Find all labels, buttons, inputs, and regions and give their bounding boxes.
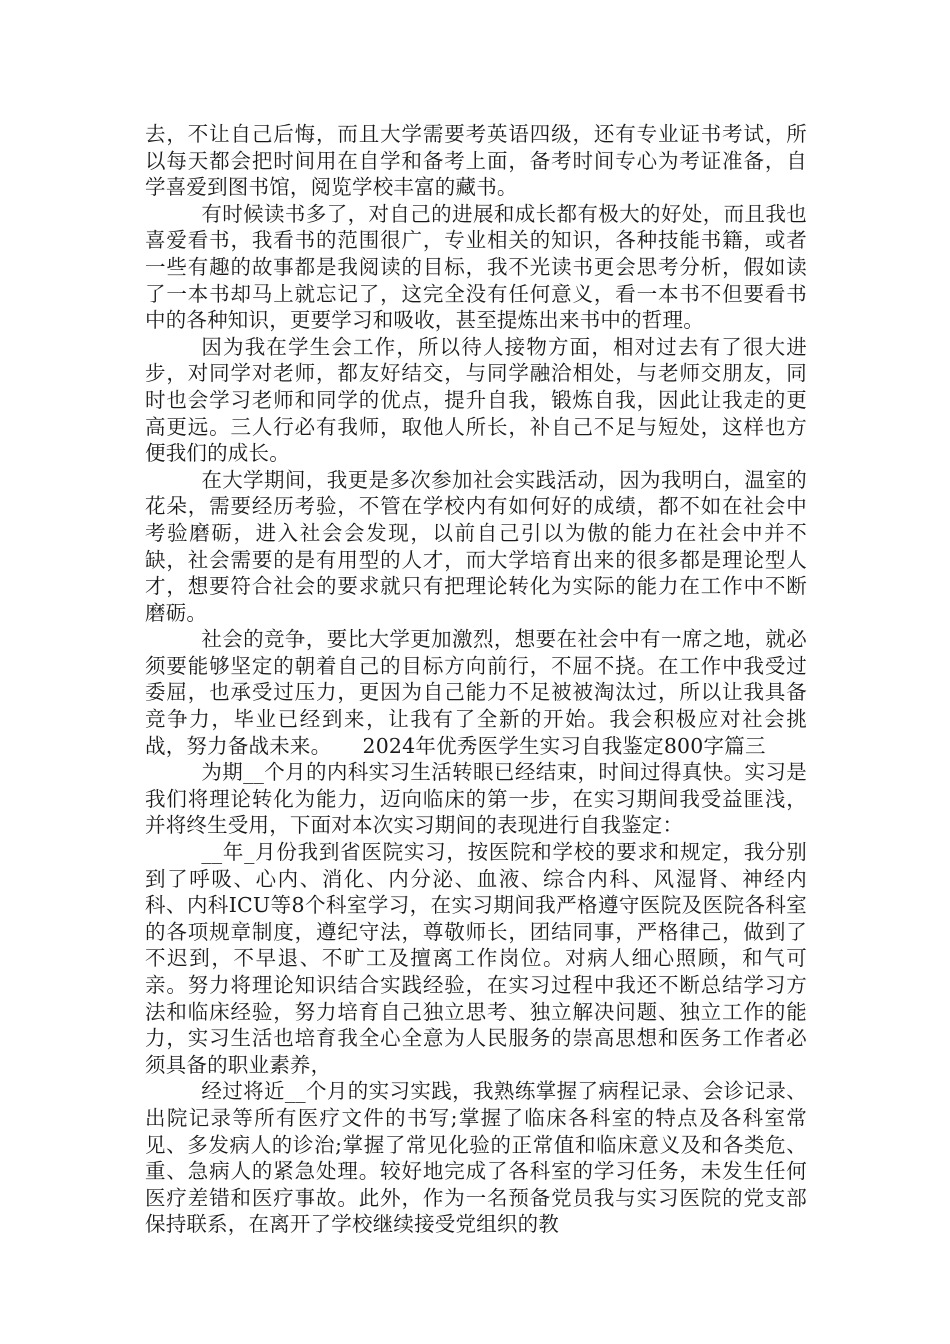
paragraph-5: 社会的竞争，要比大学更加激烈，想要在社会中有一席之地，就必须要能够坚定的朝着自己的目标方向前行，不屈不挠。在工作中我受过委屈，也承受过压力，更因为自己能力不足被被淘汰过，所以让我具备竞争力，毕业已经到来，让我有了全新的开始。我会积极应对社会挑战，努力备战未来。 2024年优秀医学生实习自我鉴定800字篇三 [145,627,807,758]
paragraph-1: 去，不让自己后悔，而且大学需要考英语四级，还有专业证书考试，所以每天都会把时间用在自学和备考上面，备考时间专心为考证准备，自学喜爱到图书馆，阅览学校丰富的藏书。 [145,122,807,200]
paragraph-4: 在大学期间，我更是多次参加社会实践活动，因为我明白，温室的花朵，需要经历考验，不管在学校内有如何好的成绩，都不如在社会中考验磨砺，进入社会会发现，以前自己引以为傲的能力在社会中并不缺，社会需要的是有用型的人才，而大学培育出来的很多都是理论型人才，想要符合社会的要求就只有把理论转化为实际的能力在工作中不断磨砺。 [145,467,807,625]
paragraph-2: 有时候读书多了，对自己的进展和成长都有极大的好处，而且我也喜爱看书，我看书的范围很广，专业相关的知识，各种技能书籍，或者一些有趣的故事都是我阅读的目标，我不光读书更会思考分析，假如读了一本书却马上就忘记了，这完全没有任何意义，看一本书不但要看书中的各种知识，更要学习和吸收，甚至提炼出来书中的哲理。 [145,201,807,333]
paragraph-3: 因为我在学生会工作，所以待人接物方面，相对过去有了很大进步，对同学对老师，都友好结交，与同学融洽相处，与老师交朋友，同时也会学习老师和同学的优点，提升自我，锻炼自我，因此让我走的更高更远。三人行必有我师，取他人所长，补自己不足与短处，这样也方便我们的成长。 [145,334,807,466]
paragraph-7: __年_月份我到省医院实习，按医院和学校的要求和规定，我分别到了呼吸、心内、消化、内分泌、血液、综合内科、风湿肾、神经内科、内科ICU等8个科室学习，在实习期间我严格遵守医院及医院各科室的各项规章制度，遵纪守法，尊敬师长，团结同事，严格律己，做到了不迟到，不早退、不旷工及擅离工作岗位。对病人细心照顾，和气可亲。努力将理论知识结合实践经验，在实习过程中我还不断总结学习方法和临床经验，努力培育自己独立思考、独立解决问题、独立工作的能力，实习生活也培育我全心全意为人民服务的崇高思想和医务工作者必须具备的职业素养， [145,840,807,1077]
paragraph-6: 为期__个月的内科实习生活转眼已经结束，时间过得真快。实习是我们将理论转化为能力，迈向临床的第一步，在实习期间我受益匪浅，并将终生受用，下面对本次实习期间的表现进行自我鉴定： [145,760,807,838]
document-body [145,121,807,1238]
paragraph-8: 经过将近__个月的实习实践，我熟练掌握了病程记录、会诊记录、出院记录等所有医疗文件的书写;掌握了临床各科室的特点及各科室常见、多发病人的诊治;掌握了常见化验的正常值和临床意义及和各类危、重、急病人的紧急处理。较好地完成了各科室的学习任务，未发生任何医疗差错和医疗事故。此外，作为一名预备党员我与实习医院的党支部保持联系，在离开了学校继续接受党组织的教 [145,1079,807,1237]
